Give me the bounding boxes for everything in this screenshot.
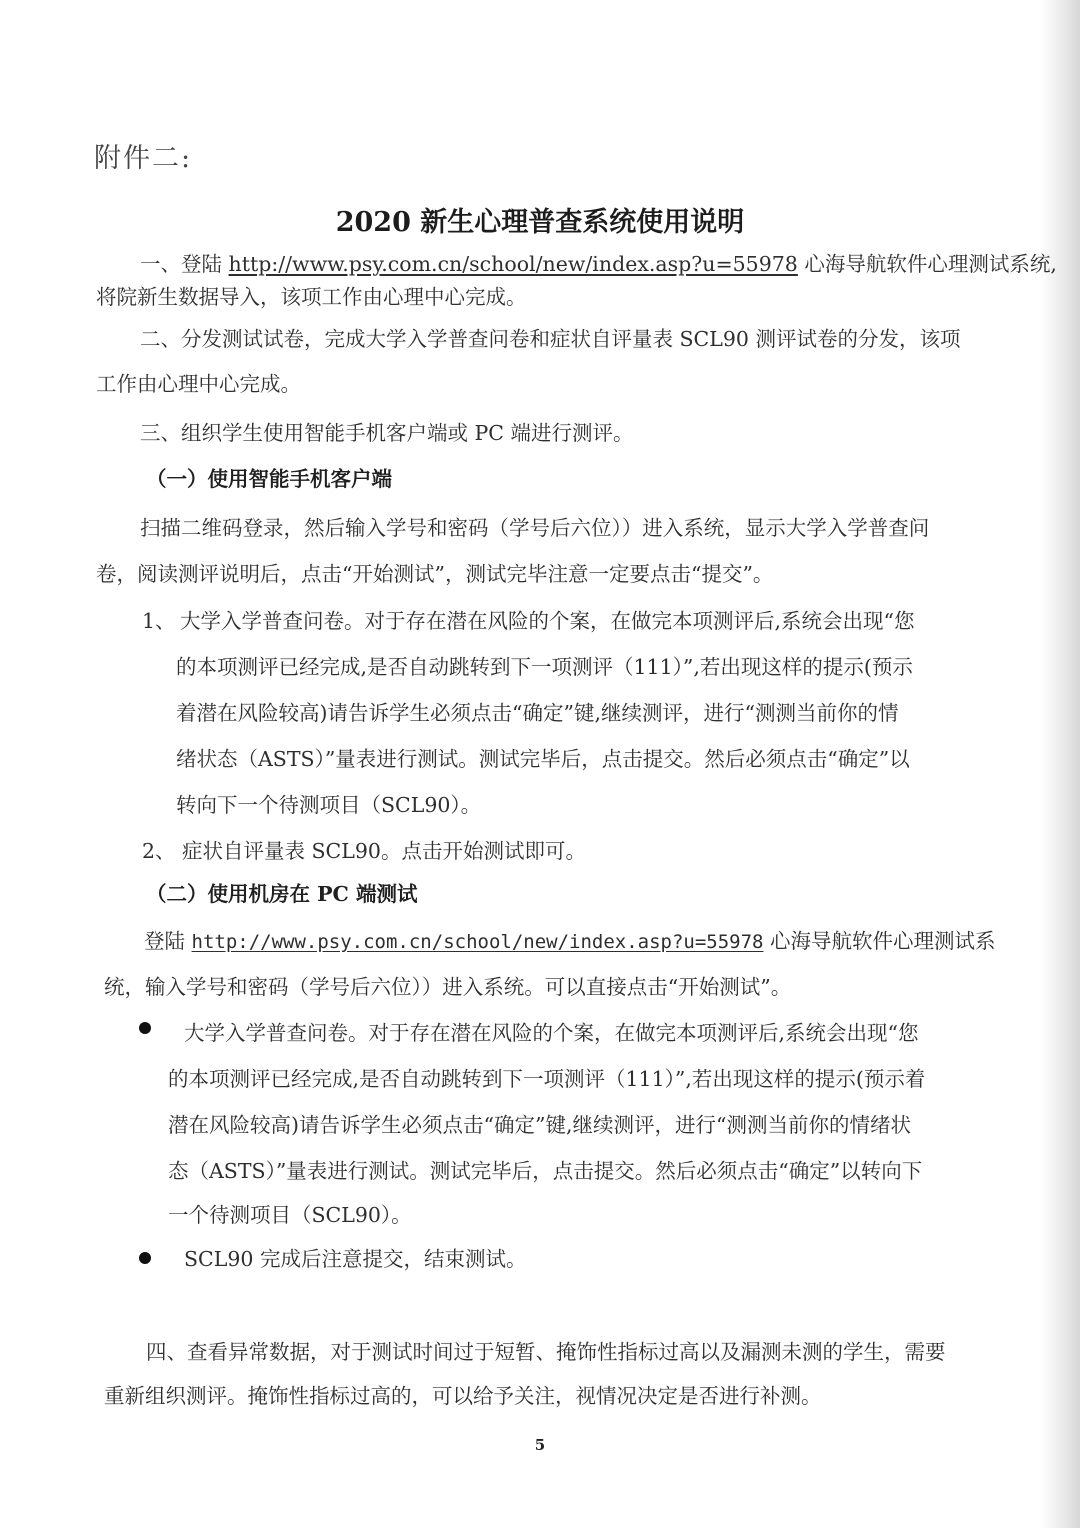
subsection-2-heading: （二）使用机房在 PC 端测试 <box>146 882 418 906</box>
bullet-2-line-1: SCL90 完成后注意提交，结束测试。 <box>184 1247 527 1271</box>
section-2-line-1: 二、分发测试试卷，完成大学入学普查问卷和症状自评量表 SCL90 测评试卷的分发，该项 <box>140 327 961 351</box>
bullet-1-line-2: 的本项测评已经完成,是否自动跳转到下一项测评（111）”,若出现这样的提示(预示着 <box>168 1067 926 1091</box>
bullet-dot-icon <box>139 1022 151 1034</box>
item-1-line-5: 转向下一个待测项目（SCL90）。 <box>176 793 482 817</box>
subsection-1-para-line-2: 卷，阅读测评说明后，点击“开始测试”，测试完毕注意一定要点击“提交”。 <box>96 562 774 586</box>
bullet-1-line-3: 潜在风险较高)请告诉学生必须点击“确定”键,继续测评，进行“测测当前你的情绪状 <box>168 1113 911 1137</box>
item-1-line-4: 绪状态（ASTS）”量表进行测试。测试完毕后，点击提交。然后必须点击“确定”以 <box>176 747 910 771</box>
subsection-2-login-line-2: 统，输入学号和密码（学号后六位））进入系统。可以直接点击“开始测试”。 <box>104 975 792 999</box>
bullet-1-line-1: 大学入学普查问卷。对于存在潜在风险的个案，在做完本项测评后,系统会出现“您 <box>184 1021 919 1045</box>
section-4-line-1: 四、查看异常数据，对于测试时间过于短暂、掩饰性指标过高以及漏测未测的学生，需要 <box>146 1340 946 1364</box>
item-2-number: 2、 <box>142 839 176 863</box>
subsection-2-login-line-1: 登陆 http://www.psy.com.cn/school/new/index.asp?u=55978 心海导航软件心理测试系 <box>144 929 996 953</box>
bullet-1-line-5: 一个待测项目（SCL90）。 <box>168 1203 412 1227</box>
bullet-dot-icon <box>139 1252 151 1264</box>
item-1-line-2: 的本项测评已经完成,是否自动跳转到下一项测评（111）”,若出现这样的提示(预示 <box>176 655 913 679</box>
item-1-line-1: 大学入学普查问卷。对于存在潜在风险的个案，在做完本项测评后,系统会出现“您 <box>180 609 915 633</box>
section-1-line-2: 将院新生数据导入，该项工作由心理中心完成。 <box>96 285 527 309</box>
document-title: 2020 新生心理普查系统使用说明 <box>335 207 745 238</box>
item-2-line-1: 症状自评量表 SCL90。点击开始测试即可。 <box>182 839 586 863</box>
item-1-line-3: 着潜在风险较高)请告诉学生必须点击“确定”键,继续测评，进行“测测当前你的情 <box>176 701 899 725</box>
page-number: 5 <box>534 1436 546 1454</box>
section-2-line-2: 工作由心理中心完成。 <box>96 372 301 396</box>
section-3-line-1: 三、组织学生使用智能手机客户端或 PC 端进行测评。 <box>140 421 634 445</box>
item-1-number: 1、 <box>142 609 176 633</box>
subsection-1-para-line-1: 扫描二维码登录，然后输入学号和密码（学号后六位））进入系统，显示大学入学普查问 <box>140 516 930 540</box>
bullet-1-line-4: 态（ASTS）”量表进行测试。测试完毕后，点击提交。然后必须点击“确定”以转向下 <box>168 1159 923 1183</box>
section-1-line-1: 一、登陆 http://www.psy.com.cn/school/new/index.asp?u=55978 心海导航软件心理测试系统, <box>140 252 1057 276</box>
annex-label: 附件二: <box>94 143 193 174</box>
subsection-1-heading: （一）使用智能手机客户端 <box>146 467 392 491</box>
system-url-link[interactable]: http://www.psy.com.cn/school/new/index.asp?u=55978 <box>228 252 798 276</box>
system-url-link-2[interactable]: http://www.psy.com.cn/school/new/index.asp?u=55978 <box>191 931 764 953</box>
section-4-line-2: 重新组织测评。掩饰性指标过高的，可以给予关注，视情况决定是否进行补测。 <box>104 1384 822 1408</box>
